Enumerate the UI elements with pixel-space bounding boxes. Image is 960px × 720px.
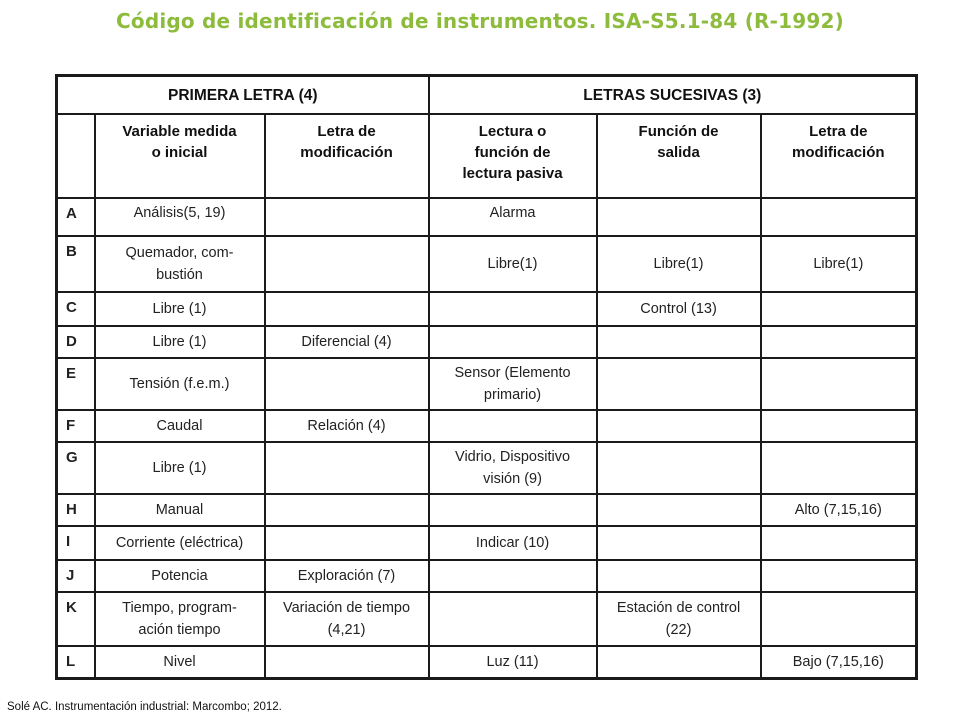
cell-text-line: Libre (1) [152, 460, 207, 476]
modifier-cell [265, 410, 429, 442]
variable-cell [95, 292, 265, 326]
table-row [57, 442, 917, 494]
output-cell [597, 646, 761, 678]
successive-modifier-cell [761, 442, 917, 494]
cell-text-line: Luz (11) [486, 653, 539, 670]
modifier-cell [265, 326, 429, 358]
cell-text-line: ación tiempo [138, 622, 221, 638]
output-cell [597, 236, 761, 292]
variable-cell [95, 526, 265, 560]
variable-column-header [95, 114, 265, 198]
variable-cell [95, 410, 265, 442]
modifier-cell [265, 592, 429, 646]
cell-text-line: J [66, 567, 75, 584]
reading-cell [429, 198, 597, 236]
source-citation: Solé AC. Instrumentación industrial: Marcombo; 2012. [7, 701, 282, 713]
table-row [57, 236, 917, 292]
cell-text-line: Libre(1) [487, 256, 538, 272]
output-cell [597, 358, 761, 410]
letter-cell [57, 592, 95, 646]
reading-column-header [429, 114, 597, 198]
cell-text-line: Alarma [489, 205, 536, 221]
table-row [57, 198, 917, 236]
letter-cell [57, 236, 95, 292]
output-cell [597, 410, 761, 442]
first-modifier-column-header [265, 114, 429, 198]
reading-cell [429, 592, 597, 646]
output-cell [597, 326, 761, 358]
table-row [57, 646, 917, 678]
cell-text-line: Tensión (f.e.m.) [129, 376, 230, 392]
cell-text-line: K [66, 599, 77, 616]
table-row [57, 358, 917, 410]
modifier-cell [265, 442, 429, 494]
cell-text-line: Indicar (10) [475, 535, 550, 551]
reading-cell [429, 560, 597, 592]
cell-text-line: Lectura o [478, 123, 547, 140]
variable-cell [95, 236, 265, 292]
cell-text-line: Potencia [151, 568, 208, 584]
output-cell [597, 526, 761, 560]
cell-text-line: Tiempo, program- [122, 600, 237, 616]
cell-text-line: C [66, 299, 77, 316]
successive-modifier-cell [761, 494, 917, 526]
letter-cell [57, 358, 95, 410]
cell-text-line: Exploración (7) [297, 568, 396, 584]
cell-text-line: Libre (1) [152, 334, 207, 350]
cell-text-line: Manual [155, 502, 204, 518]
cell-text-line: Libre(1) [813, 256, 864, 272]
variable-cell [95, 646, 265, 678]
reading-cell [429, 236, 597, 292]
letter-cell [57, 526, 95, 560]
successive-modifier-cell [761, 358, 917, 410]
successive-modifier-cell [761, 592, 917, 646]
variable-cell [95, 494, 265, 526]
cell-text-line: bustión [156, 267, 203, 283]
successive-modifier-column-header [761, 114, 917, 198]
cell-text-line: A [66, 205, 77, 222]
modifier-cell [265, 292, 429, 326]
table-row [57, 560, 917, 592]
modifier-cell [265, 646, 429, 678]
cell-text-line: Caudal [156, 418, 203, 434]
cell-text-line: D [66, 333, 77, 350]
isa-letter-table [55, 74, 918, 680]
successive-modifier-cell [761, 236, 917, 292]
output-cell [597, 494, 761, 526]
cell-text-line: visión (9) [483, 471, 542, 487]
table-row [57, 410, 917, 442]
group-header-row [57, 76, 917, 115]
cell-text-line: H [66, 501, 77, 518]
modifier-cell [265, 560, 429, 592]
cell-text-line: Vidrio, Dispositivo [455, 449, 571, 465]
cell-text-line: Bajo (7,15,16) [792, 653, 884, 670]
cell-text-line: modificación [300, 144, 393, 161]
letter-cell [57, 494, 95, 526]
table-row [57, 326, 917, 358]
reading-cell [429, 526, 597, 560]
cell-text-line: Variable medida [122, 123, 237, 140]
modifier-cell [265, 494, 429, 526]
page-title: Código de identificación de instrumentos. ISA-S5.1-84 (R-1992) [116, 9, 844, 33]
cell-text-line: I [66, 533, 71, 550]
variable-cell [95, 358, 265, 410]
cell-text-line: Función de [638, 123, 719, 140]
modifier-cell [265, 526, 429, 560]
cell-text-line: Control (13) [640, 301, 717, 317]
table-row [57, 592, 917, 646]
cell-text-line: Letra de [317, 123, 376, 140]
letter-cell [57, 410, 95, 442]
cell-text-line: Alto (7,15,16) [794, 502, 882, 518]
cell-text-line: función de [474, 144, 551, 161]
cell-text-line: L [66, 653, 76, 670]
column-header-row [57, 114, 917, 198]
reading-cell [429, 326, 597, 358]
letter-cell [57, 560, 95, 592]
successive-letters-header: LETRAS SUCESIVAS (3) [429, 76, 917, 115]
cell-text-line: Relación (4) [307, 418, 386, 434]
variable-cell [95, 198, 265, 236]
letter-cell [57, 198, 95, 236]
output-cell [597, 592, 761, 646]
reading-cell [429, 494, 597, 526]
output-cell [597, 198, 761, 236]
cell-text-line: Estación de control [616, 600, 741, 616]
output-cell [597, 442, 761, 494]
variable-cell [95, 326, 265, 358]
variable-cell [95, 592, 265, 646]
modifier-cell [265, 198, 429, 236]
first-letter-header: PRIMERA LETRA (4) [57, 76, 429, 115]
letter-column-header [57, 114, 95, 198]
cell-text-line: lectura pasiva [462, 165, 563, 182]
cell-text-line: B [66, 243, 77, 260]
cell-text-line: Libre (1) [152, 301, 207, 317]
output-cell [597, 292, 761, 326]
cell-text-line: Sensor (Elemento [454, 365, 571, 381]
cell-text-line: modificación [792, 144, 885, 161]
reading-cell [429, 358, 597, 410]
letter-cell [57, 442, 95, 494]
reading-cell [429, 292, 597, 326]
cell-text-line: F [66, 417, 76, 434]
cell-text-line: salida [657, 144, 700, 161]
successive-modifier-cell [761, 560, 917, 592]
table-row [57, 526, 917, 560]
cell-text-line: Análisis(5, 19) [133, 205, 226, 221]
cell-text-line: Diferencial (4) [301, 334, 392, 350]
letter-cell [57, 646, 95, 678]
letter-cell [57, 292, 95, 326]
letter-cell [57, 326, 95, 358]
cell-text-line: (22) [665, 622, 692, 638]
modifier-cell [265, 358, 429, 410]
modifier-cell [265, 236, 429, 292]
cell-text-line: primario) [483, 387, 542, 403]
table-body [57, 198, 917, 678]
cell-text-line: Corriente (eléctrica) [115, 535, 244, 551]
cell-text-line: Variación de tiempo [282, 600, 411, 616]
table-row [57, 494, 917, 526]
successive-modifier-cell [761, 292, 917, 326]
variable-cell [95, 442, 265, 494]
reading-cell [429, 442, 597, 494]
cell-text-line: Letra de [809, 123, 868, 140]
output-cell [597, 560, 761, 592]
successive-modifier-cell [761, 326, 917, 358]
cell-text-line: Nivel [163, 653, 196, 670]
cell-text-line: (4,21) [327, 622, 366, 638]
output-column-header [597, 114, 761, 198]
cell-text-line: o inicial [151, 144, 208, 161]
successive-modifier-cell [761, 646, 917, 678]
reading-cell [429, 410, 597, 442]
successive-modifier-cell [761, 526, 917, 560]
variable-cell [95, 560, 265, 592]
table-row [57, 292, 917, 326]
cell-text-line: Libre(1) [653, 256, 704, 272]
reading-cell [429, 646, 597, 678]
cell-text-line: G [66, 449, 78, 466]
cell-text-line: Quemador, com- [125, 245, 234, 261]
successive-modifier-cell [761, 410, 917, 442]
successive-modifier-cell [761, 198, 917, 236]
cell-text-line: E [66, 365, 77, 382]
